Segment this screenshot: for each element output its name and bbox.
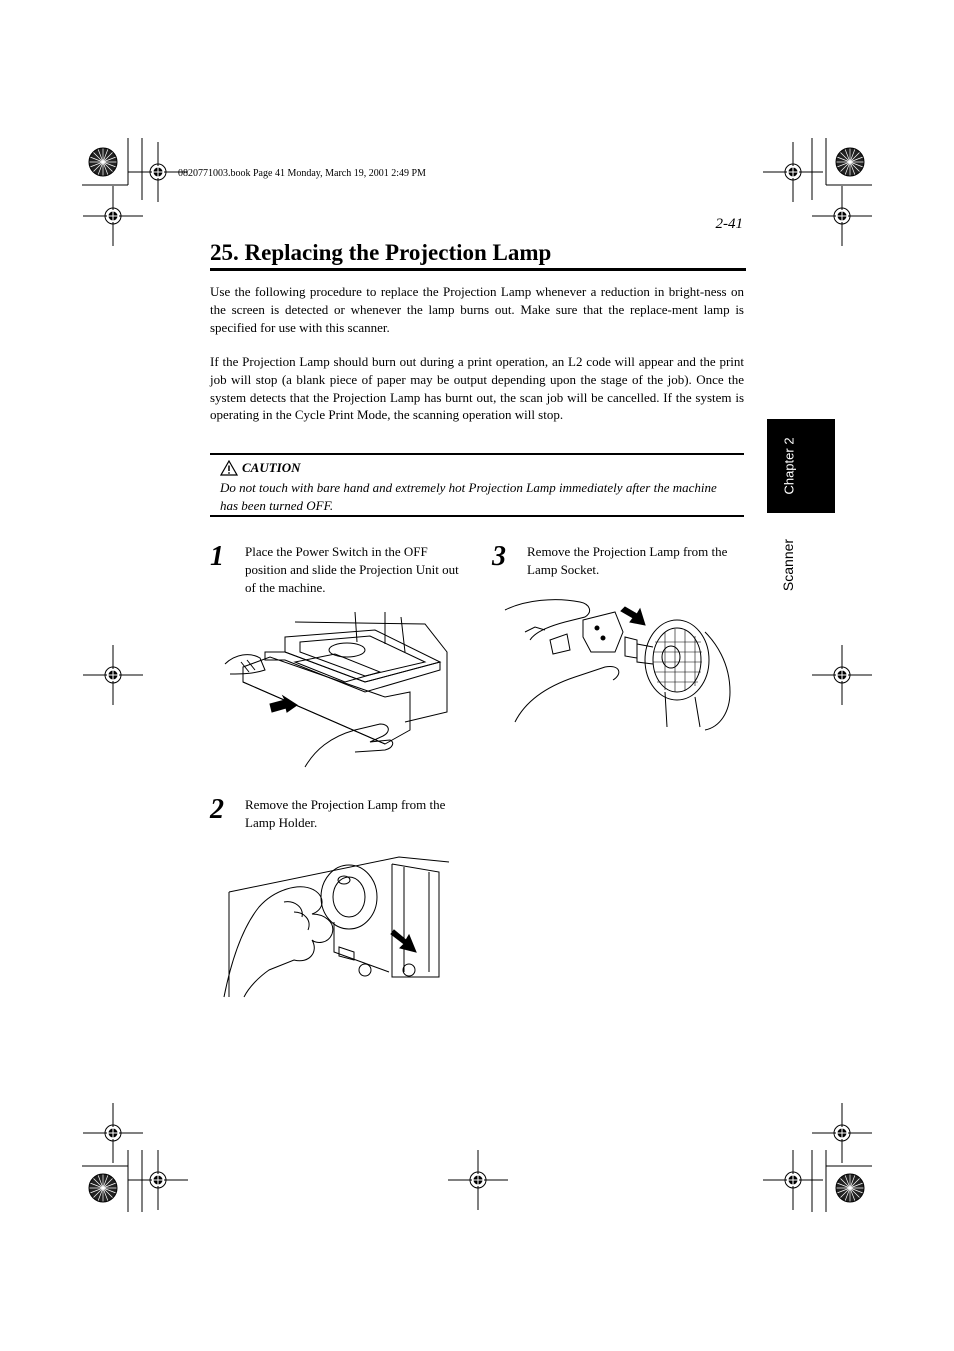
section-title: 25. Replacing the Projection Lamp bbox=[210, 240, 552, 265]
registration-mark-mid-right bbox=[812, 645, 872, 705]
lamp-burnout-paragraph: If the Projection Lamp should burn out during a print operation, an L2 code will appear and the print job will stop (a blank piece of paper may be output depending upon the stage of the job). Once the system detects that the Projection Lamp has burnt out, the scan job will be cancelled. If the system is operating in the Cycle Print Mode, the scanning operation will stop. bbox=[210, 354, 744, 423]
caution-text: Do not touch with bare hand and extremely hot Projection Lamp immediately after the machine has been turned OFF. bbox=[220, 480, 717, 513]
registration-mark-bottom-left bbox=[82, 1103, 188, 1212]
lamp-socket-illustration bbox=[505, 592, 735, 730]
page-number: 2-41 bbox=[715, 216, 743, 232]
registration-mark-mid-left bbox=[83, 645, 143, 705]
registration-mark-bottom-center bbox=[448, 1150, 508, 1210]
step-3-number: 3 bbox=[492, 541, 506, 572]
intro-paragraph: Use the following procedure to replace the Projection Lamp whenever a reduction in bright-ness on the screen is detected or whenever the lamp burns out. Make sure that the replace-ment lamp is specified for use with this scanner. bbox=[210, 284, 744, 335]
chapter-label: Chapter 2 bbox=[781, 437, 797, 495]
scanner-label: Scanner bbox=[780, 538, 796, 592]
step-1-text: Place the Power Switch in the OFF position and slide the Projection Unit out of the machine. bbox=[245, 544, 459, 595]
step-1-number: 1 bbox=[210, 541, 224, 572]
warning-triangle-icon bbox=[220, 460, 238, 476]
step-2-text: Remove the Projection Lamp from the Lamp Holder. bbox=[245, 797, 446, 830]
chapter-tab bbox=[767, 419, 835, 513]
title-rule bbox=[210, 268, 746, 271]
caution-label: CAUTION bbox=[242, 460, 301, 475]
lamp-holder-illustration bbox=[224, 852, 449, 997]
step-2-number: 2 bbox=[210, 794, 224, 825]
projection-unit-illustration bbox=[225, 612, 450, 767]
file-info-header: 0820771003.book Page 41 Monday, March 19, 2001 2:49 PM bbox=[178, 168, 426, 179]
registration-mark-top-left bbox=[82, 138, 188, 246]
step-3-text: Remove the Projection Lamp from the Lamp Socket. bbox=[527, 544, 728, 577]
registration-mark-bottom-right bbox=[763, 1103, 872, 1212]
caution-heading bbox=[220, 460, 301, 476]
registration-mark-top-right bbox=[763, 138, 872, 246]
